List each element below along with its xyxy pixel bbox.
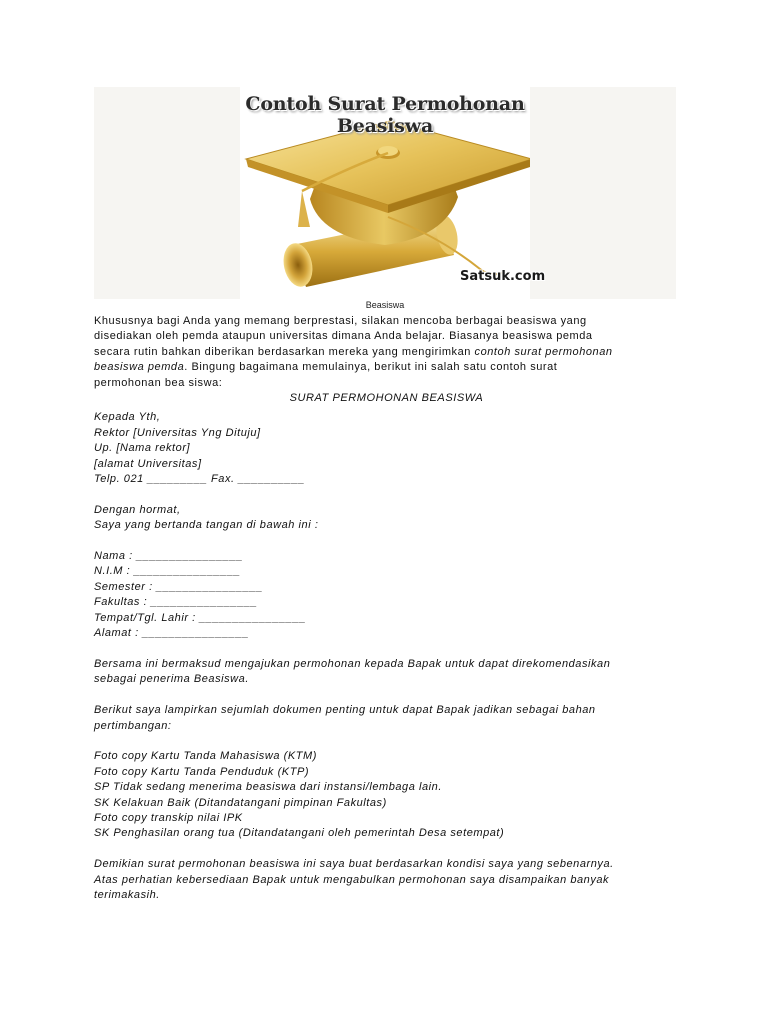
attachment-item: Foto copy Kartu Tanda Penduduk (KTP) xyxy=(94,765,310,778)
image-caption: Beasiswa xyxy=(365,300,405,310)
intro-line-2: disediakan oleh pemda ataupun universitas dimana Anda belajar. Biasanya beasiswa pemda xyxy=(94,330,593,343)
intro-line-3-emphasis: contoh surat permohonan xyxy=(474,345,613,358)
intro-line-1: Khususnya bagi Anda yang memang berprestasi, silakan mencoba berbagai beasiswa yang xyxy=(94,315,587,327)
intro-line-3 xyxy=(94,345,679,360)
attachment-intro-line: pertimbangan: xyxy=(94,719,172,732)
address-line: Up. [Nama rektor] xyxy=(94,442,191,455)
intro-line-4 xyxy=(94,360,679,375)
attachment-intro-line: Berikut saya lampirkan sejumlah dokumen penting untuk dapat Bapak jadikan sebagai bahan xyxy=(94,704,596,717)
banner-title: Contoh Surat Permohonan Beasiswa xyxy=(245,93,525,137)
attachment-item: SP Tidak sedang menerima beasiswa dari instansi/lembaga lain. xyxy=(94,781,442,794)
spacer xyxy=(94,487,679,502)
intro-line-4-text: . Bingung bagaimana memulainya, berikut ini salah satu contoh surat xyxy=(184,361,558,374)
spacer xyxy=(94,688,679,703)
article-body xyxy=(94,314,679,903)
form-field: Alamat : ________________ xyxy=(94,627,250,640)
address-line: Rektor [Universitas Yng Dituju] xyxy=(94,426,261,439)
address-line: Telp. 021 _________ Fax. __________ xyxy=(94,473,305,486)
form-field: Semester : ________________ xyxy=(94,580,263,593)
intro-line-3-text: secara rutin bahkan diberikan berdasarkan mereka yang mengirimkan xyxy=(94,345,475,358)
attachment-item: Foto copy transkip nilai IPK xyxy=(94,811,243,824)
address-line: [alamat Universitas] xyxy=(94,457,202,470)
request-line: Bersama ini bermaksud mengajukan permohonan kepada Bapak untuk dapat direkomendasikan xyxy=(94,657,611,670)
form-field: Fakultas : ________________ xyxy=(94,596,258,609)
attachment-item: Foto copy Kartu Tanda Mahasiswa (KTM) xyxy=(94,750,317,763)
form-field: N.I.M : ________________ xyxy=(94,565,241,578)
banner-watermark: Satsuk.com xyxy=(460,269,546,284)
greeting: Dengan hormat, xyxy=(94,503,181,516)
banner-graphic xyxy=(240,87,546,299)
intro-line-4-emphasis: beasiswa pemda xyxy=(94,361,185,374)
request-line: sebagai penerima Beasiswa. xyxy=(94,673,249,686)
intro-line-5: permohonan bea siswa: xyxy=(94,376,223,389)
letter-heading: SURAT PERMOHONAN BEASISWA xyxy=(289,392,484,405)
spacer xyxy=(94,642,679,657)
closing-line: terimakasih. xyxy=(94,888,160,901)
attachment-item: SK Kelakuan Baik (Ditandatangani pimpinan Fakultas) xyxy=(94,796,387,809)
spacer xyxy=(94,734,679,749)
address-line: Kepada Yth, xyxy=(94,411,161,424)
form-field: Tempat/Tgl. Lahir : ________________ xyxy=(94,611,307,624)
closing-line: Atas perhatian kebersediaan Bapak untuk mengabulkan permohonan saya disampaikan banyak xyxy=(94,873,610,886)
attachment-item: SK Penghasilan orang tua (Ditandatangani oleh pemerintah Desa setempat) xyxy=(94,827,505,840)
form-field: Nama : ________________ xyxy=(94,550,244,563)
letter-intro-line: Saya yang bertanda tangan di bawah ini : xyxy=(94,519,319,532)
spacer xyxy=(94,534,679,549)
spacer xyxy=(94,842,679,857)
banner-image xyxy=(94,87,676,299)
closing-line: Demikian surat permohonan beasiswa ini saya buat berdasarkan kondisi saya yang sebenarnya. xyxy=(94,858,614,871)
